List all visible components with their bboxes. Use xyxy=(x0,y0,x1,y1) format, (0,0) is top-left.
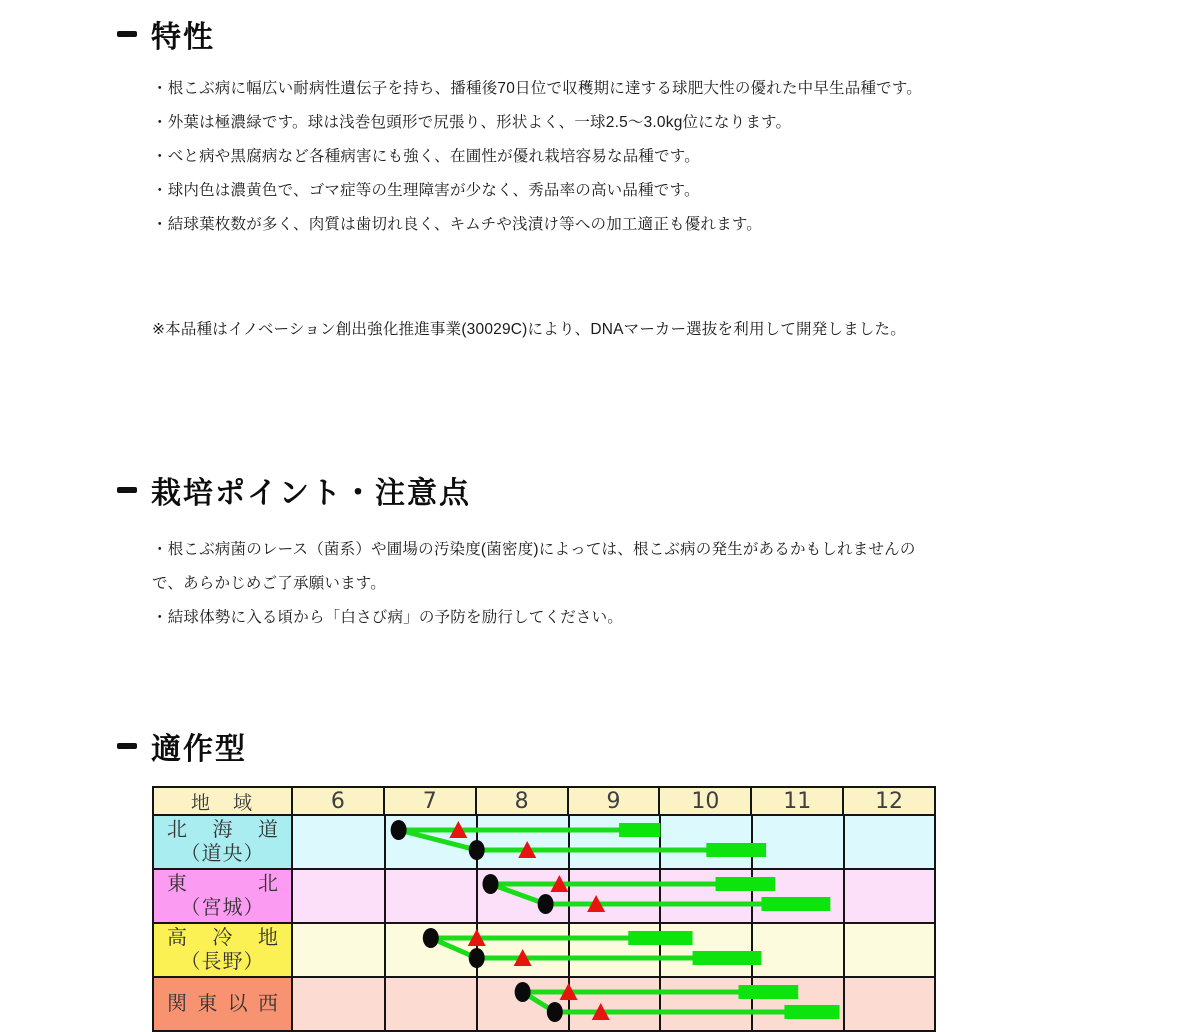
section-title-cultivation: 栽培ポイント・注意点 xyxy=(151,477,471,510)
calendar-row xyxy=(154,922,934,976)
bullet-line: ・根こぶ病菌のレース（菌系）や圃場の汚染度(菌密度)によっては、根こぶ病の発生があるかもしれませんので、あらかじめご了承願います。 xyxy=(152,541,916,592)
calendar-row-plot-area xyxy=(291,870,934,922)
collapse-minus-icon[interactable] xyxy=(117,31,137,37)
bullet-line: ・根こぶ病に幅広い耐病性遺伝子を持ち、播種後70日位で収穫期に達する球肥大性の優れた中早生品種です。 xyxy=(152,80,923,97)
calendar-body xyxy=(154,814,934,1030)
calendar-month-header: 9 xyxy=(567,788,659,815)
cultivation-bullets xyxy=(152,533,940,635)
bullet-line: ・球内色は濃黄色で、ゴマ症等の生理障害が少なく、秀品率の高い品種です。 xyxy=(152,182,700,199)
section-heading-cultivation xyxy=(117,468,471,512)
calendar-month-header: 11 xyxy=(750,788,842,815)
region-name: 北 海 道 xyxy=(167,819,278,841)
calendar-region-label xyxy=(154,978,291,1030)
section-title-calendar: 適作型 xyxy=(151,733,247,766)
bullet-line: ・結球体勢に入る頃から「白さび病」の予防を励行してください。 xyxy=(152,609,624,626)
calendar-region-label xyxy=(154,924,291,976)
calendar-row xyxy=(154,814,934,868)
calendar-header-row xyxy=(154,788,934,814)
region-subname: （長野） xyxy=(180,951,265,973)
calendar-row-plot-area xyxy=(291,978,934,1030)
cropping-calendar-table xyxy=(152,786,936,1032)
calendar-row xyxy=(154,976,934,1030)
calendar-month-header: 6 xyxy=(291,788,383,815)
section-title-characteristics: 特性 xyxy=(151,21,215,54)
calendar-month-header: 8 xyxy=(475,788,567,815)
region-name: 関 東 以 西 xyxy=(167,993,278,1015)
characteristics-bullets xyxy=(152,72,940,242)
calendar-region-column-header: 地 域 xyxy=(190,793,254,814)
calendar-row xyxy=(154,868,934,922)
calendar-row-markers xyxy=(293,816,936,868)
region-name: 東 北 xyxy=(167,873,278,895)
calendar-row-markers xyxy=(293,978,936,1030)
bullet-line: ・外葉は極濃緑です。球は浅巻包頭形で尻張り、形状よく、一球2.5〜3.0kg位になります。 xyxy=(152,114,792,131)
bullet-line: ・結球葉枚数が多く、肉質は歯切れ良く、キムチや浅漬け等への加工適正も優れます。 xyxy=(152,216,762,233)
collapse-minus-icon[interactable] xyxy=(117,487,137,493)
calendar-row-plot-area xyxy=(291,816,934,868)
collapse-minus-icon[interactable] xyxy=(117,743,137,749)
calendar-month-header: 12 xyxy=(842,788,934,815)
calendar-month-header: 10 xyxy=(658,788,750,815)
calendar-row-plot-area xyxy=(291,924,934,976)
region-subname: （宮城） xyxy=(180,897,265,919)
characteristics-note: ※本品種はイノベーション創出強化推進事業(30029C)により、DNAマーカー選抜を利用して開発しました。 xyxy=(152,321,906,338)
calendar-row-markers xyxy=(293,924,936,976)
region-subname: （道央） xyxy=(180,843,265,865)
bullet-line: ・べと病や黒腐病など各種病害にも強く、在圃性が優れ栽培容易な品種です。 xyxy=(152,148,700,165)
region-name: 高 冷 地 xyxy=(167,927,278,949)
section-heading-characteristics xyxy=(117,12,215,56)
calendar-month-header: 7 xyxy=(383,788,475,815)
calendar-region-label xyxy=(154,870,291,922)
calendar-region-label xyxy=(154,816,291,868)
section-heading-calendar xyxy=(117,724,247,768)
calendar-row-markers xyxy=(293,870,936,922)
